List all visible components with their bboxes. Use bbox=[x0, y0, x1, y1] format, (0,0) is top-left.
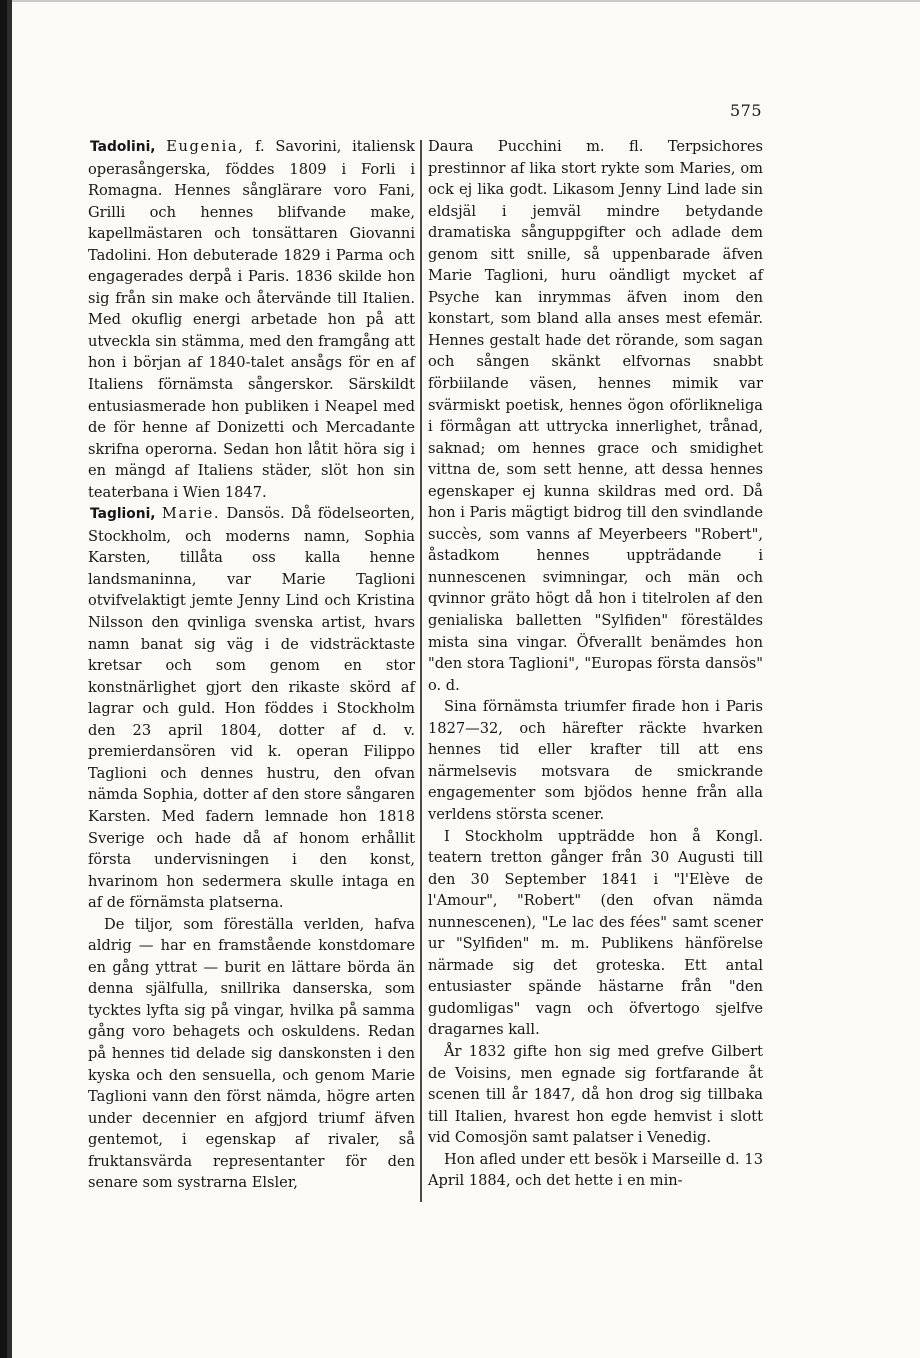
right-column bbox=[428, 136, 763, 1192]
scan-binding-edge bbox=[0, 0, 7, 1358]
scan-binding-shadow bbox=[7, 0, 12, 1358]
scan-top-edge bbox=[12, 0, 920, 2]
entry-headword: Tadolini, bbox=[90, 139, 156, 155]
paragraph: De tiljor, som föreställa verlden, hafva aldrig — har en framstående konstdomare en gång yttrat — burit en lättare börda än denna själfulla, snillrika danserska, som tycktes lyfta sig på vingar, hvilka på samma gång voro behagets och oskuldens. Redan på hennes tid delade sig danskonsten i den kyska och den sensuella, och genom Marie Taglioni vann den först nämda, högre arten under decennier en afgjord triumf äfven gentemot, i egenskap af rivaler, så fruktansvärda representanter för den senare som systrarna Elsler, bbox=[88, 915, 415, 1192]
paragraph: Hon afled under ett besök i Marseille d. 13 April 1884, och det hette i en min- bbox=[428, 1150, 763, 1190]
entry-taglioni bbox=[88, 503, 415, 913]
entry-tadolini bbox=[88, 136, 415, 503]
paragraph: I Stockholm uppträdde hon å Kongl. teatern tretton gånger från 30 Augusti till den 30 September 1841 i "l'Elève de l'Amour", "Robert" (den ofvan nämda nunnescenen), "Le lac des fées" samt scener ur "Sylfiden" m. m. Publikens hänförelse närmade sig det groteska. Ett antal entusiaster spände hästarne från "den gudomligas" vagn och öfvertogo sjelfve dragarnes kall. bbox=[428, 827, 763, 1039]
entry-body: Dansös. Då födelseorten, Stockholm, och moderns namn, Sophia Karsten, tillåta oss kalla henne landsmaninna, var Marie Taglioni otvifvelaktigt jemte Jenny Lind och Kristina Nilsson den qvinliga svenska artist, hvars namn banat sig väg i de vidsträcktaste kretsar och som genom en stor konstnärlighet gjort den rikaste skörd af lagrar och guld. Hon föddes i Stockholm den 23 april 1804, dotter af d. v. premierdansören vid k. operan Filippo Taglioni och dennes hustru, den ofvan nämda Sophia, dotter af den store sångaren Karsten. Med fadern lemnade hon 1818 Sverige och hade då af honom erhållit första undervisningen i den konst, hvarinom hon sedermera skulle intaga en af de förnämsta platserna. bbox=[88, 505, 416, 912]
page-number: 575 bbox=[729, 101, 762, 120]
paragraph: Sina förnämsta triumfer firade hon i Paris 1827—32, och härefter räckte hvarken hennes tid eller krafter till att ens närmelsevis motsvara de smickrande engagementer som bjödos henne från alla verldens största scener. bbox=[428, 698, 763, 823]
entry-headword: Taglioni, bbox=[90, 506, 156, 523]
paragraph: Daura Pucchini m. fl. Terpsichores prestinnor af lika stort rykte som Maries, om ock ej lika godt. Likasom Jenny Lind lade sin eldsjäl i jemväl mindre betydande dramatiska sånguppgifter och adlade dem genom sitt snille, så uppenbarade äfven Marie Taglioni, huru oändligt mycket af Psyche kan inrymmas äfven inom den konstart, som bland alla anses mest efemär. Hennes gestalt hade det rörande, som sagan och sången skänkt elfvornas snabbt förbiilande väsen, hennes mimik var svärmiskt poetisk, hennes ögon oförlikneliga i förmågan att uttrycka innerlighet, trånad, saknad; om hennes grace och smidighet vittna de, som sett henne, att dessa hennes egenskaper ej kunna skildras med ord. Då hon i Paris mägtigt bidrog till den svindlande succès, som vanns af Meyerbeers "Robert", åstadkom hennes uppträdande i nunnescenen svimningar, och män och qvinnor gräto högt då hon i titelrolen af den genialiska balletten "Sylfiden" förestäldes mista sina vingar. Öfverallt benämdes hon "den stora Taglioni", "Europas första dansös" o. d. bbox=[428, 138, 763, 694]
entry-given-name: Eugenia, bbox=[166, 138, 245, 155]
column-divider bbox=[420, 140, 422, 1202]
paragraph: År 1832 gifte hon sig med grefve Gilbert de Voisins, men egnade sig fortfarande åt scenen till år 1847, då hon drog sig tillbaka till Italien, hvarest hon egde hemvist i slott vid Comosjön samt palatser i Venedig. bbox=[428, 1042, 763, 1147]
left-column bbox=[88, 136, 415, 1194]
entry-given-name: Marie. bbox=[161, 505, 221, 523]
entry-body: f. Savorini, italiensk operasångerska, föddes 1809 i Forli i Romagna. Hennes sånglärare voro Fani, Grilli och hennes blifvande make, kapellmästaren och tonsättaren Giovanni Tadolini. Hon debuterade 1829 i Parma och engagerades derpå i Paris. 1836 skilde hon sig från sin make och återvände till Italien. Med okuflig energi arbetade hon på att utveckla sin stämma, med den framgång att hon i början af 1840-talet ansågs för en af Italiens förnämsta sångerskor. Särskildt entusiasmerade hon publiken i Neapel med de för henne af Donizetti och Mercadante skrifna operorna. Sedan hon låtit höra sig i en mängd af Italiens städer, slöt hon sin teaterbana i Wien 1847. bbox=[88, 138, 416, 501]
